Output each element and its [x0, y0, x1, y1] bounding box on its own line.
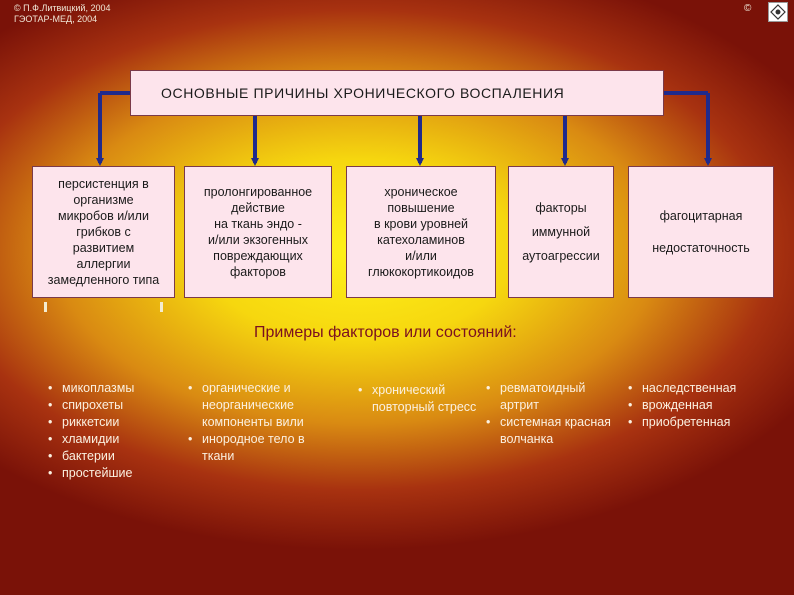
cause-3-line: катехоламинов: [377, 233, 465, 247]
cause-box-persistence: [32, 166, 175, 298]
list-item: • микоплазмы: [48, 380, 178, 397]
cause-2-line: на ткань эндо -: [214, 217, 302, 231]
cause-3-line: в крови уровней: [373, 217, 469, 231]
examples-list-stress: [358, 382, 482, 416]
cause-4-line: иммунной: [531, 225, 591, 239]
cause-2-line: факторов: [230, 265, 286, 279]
cause-1-line: замедленного типа: [47, 273, 160, 287]
cause-1-line: микробов и/или: [58, 209, 149, 223]
cause-1-line: персистенция в: [58, 177, 149, 191]
list-item: • хламидии: [48, 431, 178, 448]
cause-5-line: фагоцитарная: [659, 209, 743, 223]
cause-5-line: недостаточность: [652, 241, 750, 255]
cause-1-line: грибков с: [76, 225, 131, 239]
cause-3-line: хроническое: [384, 185, 458, 199]
cause-2-line: и/или экзогенных: [207, 233, 308, 247]
decorative-tick: [44, 302, 47, 312]
cause-box-autoaggression: [508, 166, 614, 298]
examples-list-substances: [188, 380, 330, 465]
cause-2-line: действие: [231, 201, 285, 215]
cause-4-line: аутоагрессии: [522, 249, 600, 263]
list-item: • бактерии: [48, 448, 178, 465]
list-item: • наследственная: [628, 380, 778, 397]
examples-list-microbes: [48, 380, 178, 482]
cause-1-line: организме: [73, 193, 134, 207]
list-item: • простейшие: [48, 465, 178, 482]
main-title-box: [130, 70, 664, 116]
cause-2-line: пролонгированное: [203, 185, 313, 199]
list-item: • инородное тело в ткани: [188, 431, 330, 465]
list-item: • органические и неорганические компоненты вили: [188, 380, 330, 431]
list-item: • системная красная волчанка: [486, 414, 614, 448]
cause-1-line: развитием: [72, 241, 135, 255]
examples-list-autoimmune: [486, 380, 614, 448]
cause-box-phagocytic: [628, 166, 774, 298]
examples-list-deficiency: [628, 380, 778, 431]
list-item: • спирохеты: [48, 397, 178, 414]
main-title: ОСНОВНЫЕ ПРИЧИНЫ ХРОНИЧЕСКОГО ВОСПАЛЕНИЯ: [161, 85, 565, 101]
list-item: • приобретенная: [628, 414, 778, 431]
cause-3-line: глюкокортикоидов: [368, 265, 474, 279]
examples-title: Примеры факторов или состояний:: [254, 324, 517, 341]
list-item: • врожденная: [628, 397, 778, 414]
list-item: • ревматоидный артрит: [486, 380, 614, 414]
cause-4-line: факторы: [535, 201, 587, 215]
cause-3-line: повышение: [387, 201, 455, 215]
cause-box-hormones: [346, 166, 496, 298]
list-item: • хронический повторный стресс: [358, 382, 482, 416]
copyright-line-2: ГЭОТАР-МЕД, 2004: [14, 14, 98, 24]
copyright-line-1: © П.Ф.Литвицкий, 2004: [14, 3, 111, 13]
cause-box-prolonged-action: [184, 166, 332, 298]
cause-2-line: повреждающих: [213, 249, 303, 263]
cause-3-line: и/или: [405, 249, 437, 263]
list-item: • риккетсии: [48, 414, 178, 431]
cause-1-line: аллергии: [76, 257, 131, 271]
decorative-tick: [160, 302, 163, 312]
copyright-mark: ©: [744, 3, 752, 14]
